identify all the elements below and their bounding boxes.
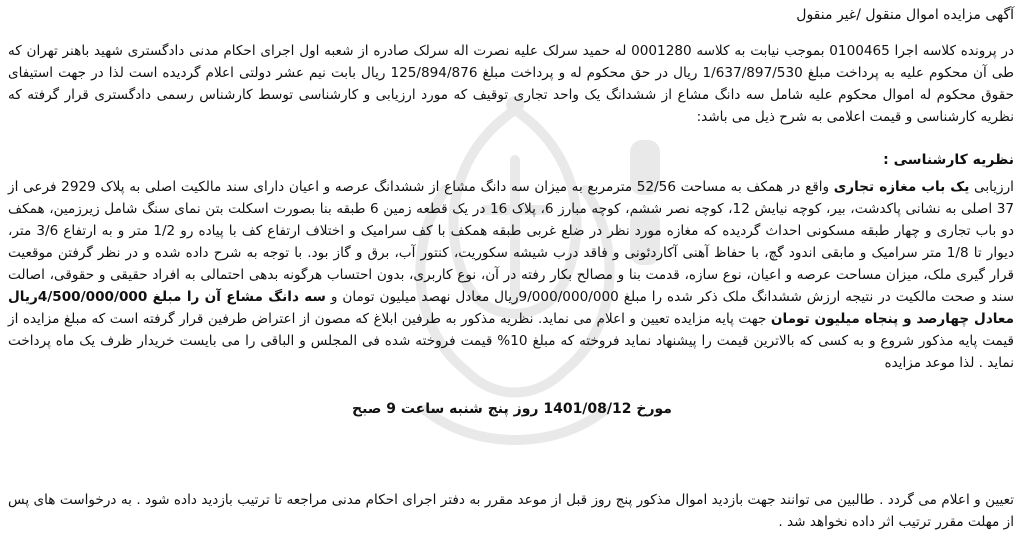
auction-date: مورخ 1401/08/12 روز پنج شنبه ساعت 9 صبح: [352, 401, 672, 417]
intro-paragraph: در پرونده کلاسه اجرا 0100465 بموجب نیابت به کلاسه 0001280 له حمید سرلک علیه نصرت اله سرلک صادره از شعبه اول اجرای احکام مدنی دادگستری شهید باهنر تهران که طی آن محکوم علیه به پرداخت مبلغ 1/637/897/530 ریال در حق محکوم له و پرداخت مبلغ 125/894/876 ریال بابت نیم عشر دولتی اعلام گردیده است لذا در جهت استیفای حقوق محکوم له اموال محکوم علیه شامل سه دانگ مشاع از ششدانگ یک واحد تجاری توقیف که مورد ارزیابی و کارشناسی توسط کارشناس رسمی دادگستری قرار گرفته که نظریه کارشناسی و قیمت اعلامی به شرح ذیل می باشد:: [8, 43, 1015, 125]
expert-text-bold-shop: یک باب مغازه تجاری: [833, 179, 970, 195]
expert-text-start: ارزیابی: [969, 179, 1014, 195]
expert-text-middle: واقع در همکف به مساحت 52/56 مترمربع به میزان سه دانگ مشاع از ششدانگ عرصه و اعیان دارای سند مالکیت اصلی به پلاک 2929 فرعی از 37 اصلی به نشانی پاکدشت، بیر، کوچه نیایش 12، کوچه نصر ششم، کوچه مبارز 6، پلاک 16 در یک قطعه زمین 6 طبقه بنا بصورت اسکلت بتن نمای سنگ شامل زیرزمین، همکف دو باب تجاری و چهار طبقه مسکونی احداث گردیده که مغازه مورد نظر در ضلع غربی طبقه همکف با کف سرامیک و اختلاف ارتفاع کف با پیاده رو 1/2 متر و به ارتفاع 3/6 متر، دیوار تا 1/8 متر سرامیک و مابقی اندود گچ، با حفاظ آهنی آکاردئونی و فاقد درب شیشه سکوریت، کنتور آب، برق و گاز بود. با توجه به شرح داده شده و در نظر گرفتن موقعیت قرار گیری ملک، میزان مساحت عرصه و اعیان، نوع سازه، قدمت بنا و مصالح بکار رفته در آن، نوع کاربری، بدون احتساب هرگونه بدهی احتمالی به افراد حقیقی و حقوقی، اصالت سند و صحت مالکیت در نتیجه ارزش ششدانگ ملک ذکر شده را مبلغ 9/000/000/000ریال معادل نهصد میلیون تومان و: [8, 179, 1015, 305]
footer-paragraph: تعیین و اعلام می گردد . طالبین می توانند جهت بازدید اموال مذکور پنج روز قبل از موعد مقرر به دفتر اجرای احکام مدنی مراجعه تا ترتیب بازدید داده شود . به درخواست های پس از مهلت مقرر ترتیب اثر داده نخواهد شد .: [8, 492, 1014, 530]
expert-text-end: جهت پایه مزایده تعیین و اعلام می نماید. نظریه مذکور به طرفین ابلاغ که مصون از اعتراض طرفین قرار گرفته است که مبلغ مزایده از قیمت پایه مذکور شروع و به کسی که بالاترین قیمت را پیشنهاد نماید فروخته که مبلغ 10% قیمت فروخته شده فی المجلس و الباقی را می بایست خریدار ظرف یک ماه پرداخت نماید . لذا موعد مزایده: [8, 311, 1015, 371]
expert-opinion-paragraph: [8, 176, 1014, 374]
expert-opinion-heading: نظریه کارشناسی :: [883, 152, 1014, 168]
expert-text-bold-price: سه دانگ مشاع آن را مبلغ 4/500/000/000ریال معادل چهارصد و پنجاه میلیون تومان: [8, 289, 1014, 327]
notice-title: آگهی مزایده اموال منقول /غیر منقول: [796, 7, 1014, 23]
